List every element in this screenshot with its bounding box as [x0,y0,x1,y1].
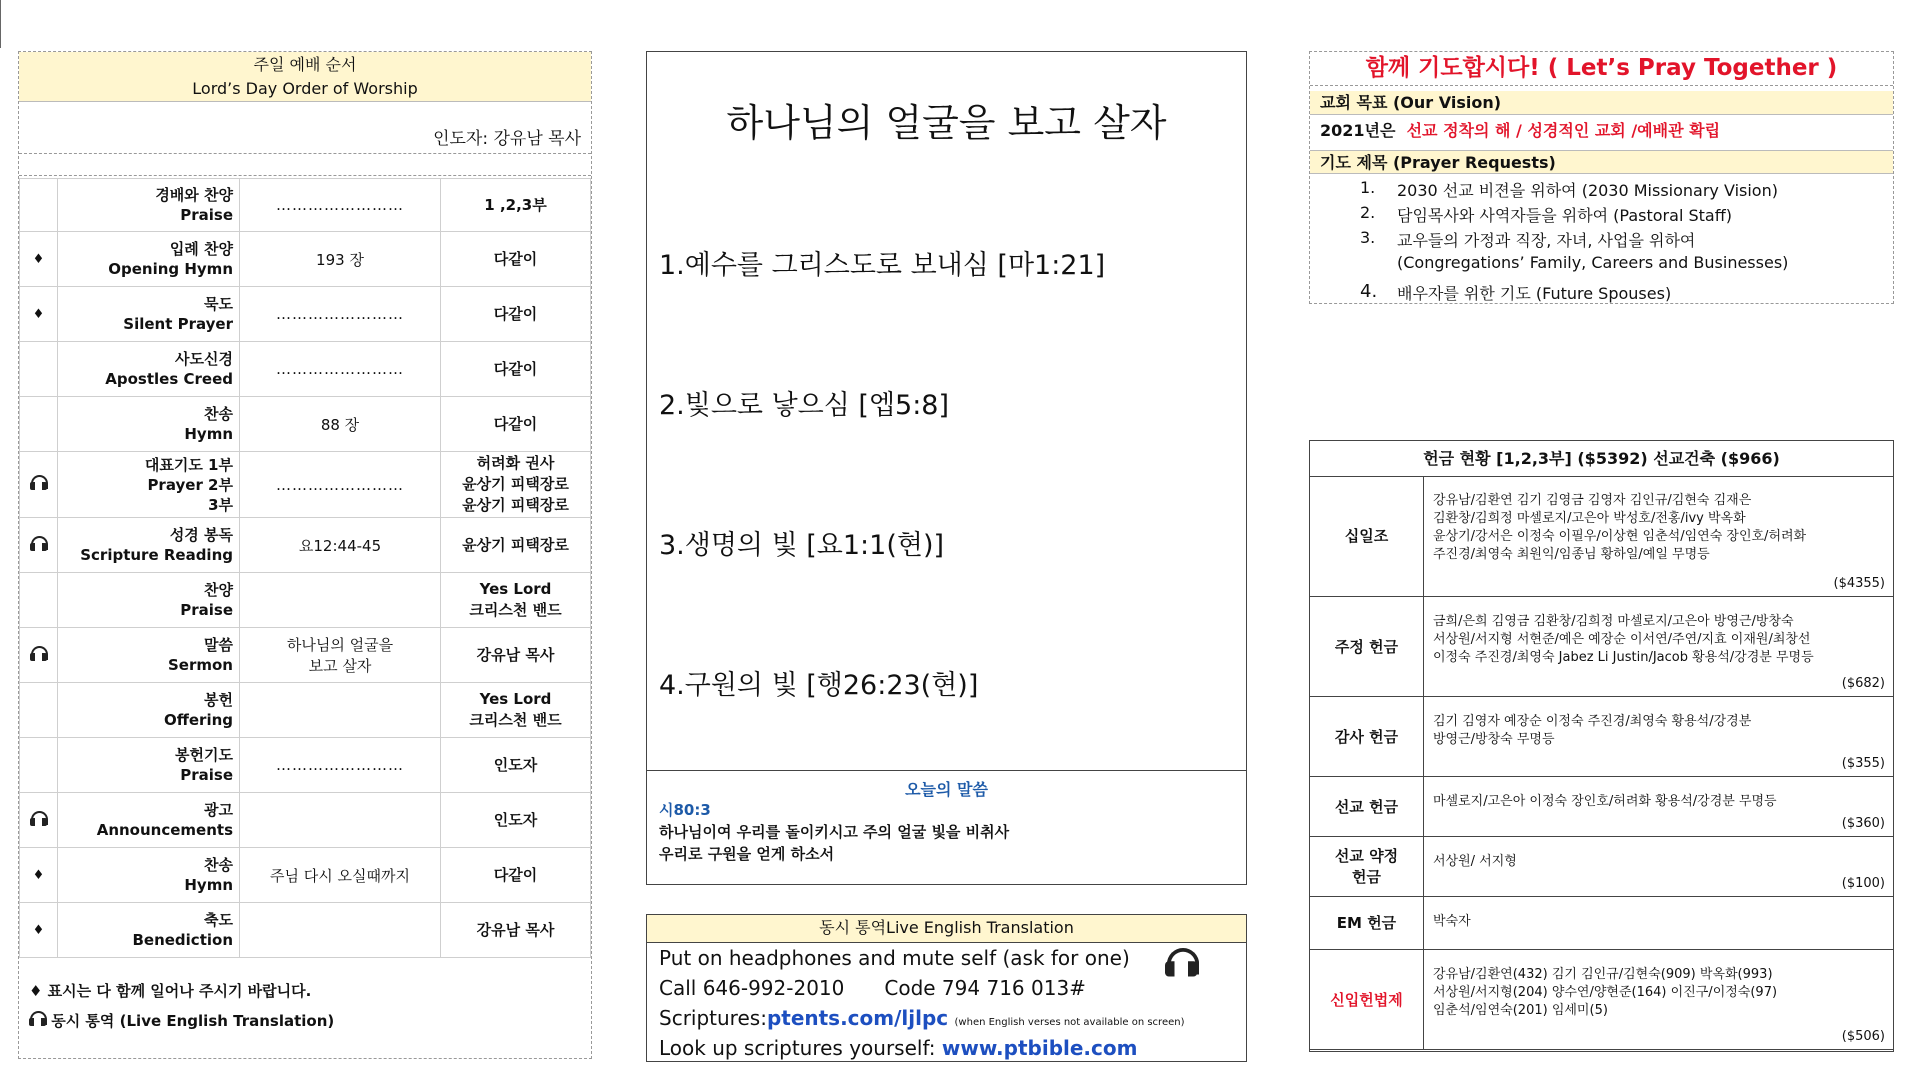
order-item-leader-line: 다같이 [493,249,538,268]
requests-label: 기도 제목 (Prayer Requests) [1310,150,1893,174]
order-item-name [58,287,240,342]
sermon-point-3: 3.생명의 빛 [요1:1(현)] [659,530,945,561]
vision-line [1320,118,1720,141]
offering-donor-line: 김기 김영자 예장순 이정숙 주진경/최영숙 황용석/강경분 [1433,713,1752,729]
offering-category-label: 선교 헌금 [1334,797,1399,816]
order-row [20,848,591,903]
order-item-detail [240,903,441,958]
offering-donor-line: 방영근/방창숙 무명등 [1433,731,1555,747]
offering-category [1310,836,1424,896]
stand-icon: ♦ [32,306,45,322]
order-item-detail [240,179,441,232]
scriptures-note: (when English verses not available on screen) [954,1017,1185,1028]
order-item-leader [441,793,591,848]
order-item-leader [441,683,591,738]
order-title-en: Lord’s Day Order of Worship [192,79,418,98]
order-item-detail-line: 193 장 [316,250,364,269]
order-item-detail [240,683,441,738]
order-item-name-line: Praise [180,766,233,784]
daily-word-line: 하나님이여 우리를 돌이키시고 주의 얼굴 빛을 비취사 [659,823,1010,841]
request-item: 2. 담임목사와 사역자들을 위하여 (Pastoral Staff) [1360,203,1732,225]
order-item-leader-line: 윤상기 피택장로 [462,496,569,514]
offering-category [1310,696,1424,776]
scriptures-label: Scriptures: [659,1006,767,1030]
order-item-name [58,793,240,848]
vision-label: 교회 목표 (Our Vision) [1310,91,1893,115]
offering-amount: ($682) [1841,675,1885,691]
order-item-leader-line: 크리스천 밴드 [469,601,562,619]
headphones-icon [30,811,47,826]
order-item-leader-line: 허려화 권사 [476,454,555,472]
order-item-name [58,573,240,628]
order-item-name-line: Offering [163,711,233,729]
order-item-name-line: Opening Hymn [108,260,233,278]
order-item-leader-line: 다같이 [493,304,538,323]
order-item-leader-line: 윤상기 피택장로 [462,475,569,493]
offering-row [1310,949,1893,1049]
order-item-leader-line: Yes Lord [479,580,552,598]
order-item-name-line: 찬양 [204,581,233,599]
order-item-leader [441,232,591,287]
offering-amount: ($355) [1841,755,1885,771]
translation-note [29,1010,334,1031]
order-item-leader [441,903,591,958]
order-item-name-line: 대표기도 1부 [144,455,233,474]
offering-amount: ($360) [1841,815,1885,831]
order-row [20,683,591,738]
order-item-name-line: Prayer 2부 [147,475,233,494]
offering-category [1310,776,1424,836]
order-row-icon-cell [20,518,58,573]
order-item-leader-line: 다같이 [493,865,538,884]
offering-donor-line: 박숙자 [1433,913,1471,929]
order-item-detail [240,232,441,287]
vision-items: 선교 정착의 해 / 성경적인 교회 /예배관 확립 [1406,121,1721,140]
order-item-name-line: Sermon [168,656,233,674]
stand-icon: ♦ [32,867,45,883]
order-item-leader-line: 크리스천 밴드 [469,711,562,729]
translation-instruction: Put on headphones and mute self (ask for one) [659,946,1130,970]
translation-title: 동시 통역Live English Translation [647,915,1246,943]
translation-note-text: 동시 통역 (Live English Translation) [51,1012,335,1030]
order-row-icon-cell [20,397,58,452]
lookup-line [659,1036,1137,1060]
order-item-detail-line: …………………… [276,360,404,378]
order-item-detail-line: …………………… [276,475,404,494]
order-item-leader [441,342,591,397]
order-item-leader-line: 다같이 [493,414,538,433]
order-item-detail-line: 요12:44-45 [298,536,382,555]
order-item-leader [441,518,591,573]
order-item-name-line: 봉헌 [204,691,233,709]
headphones-icon [30,646,47,661]
order-item-leader [441,738,591,793]
order-item-leader [441,452,591,518]
order-row-icon-cell [20,683,58,738]
offering-category-label: 주정 헌금 [1334,637,1399,656]
order-item-detail [240,628,441,683]
sermon-panel [646,51,1247,885]
order-item-leader-line: 1 ,2,3부 [484,195,547,214]
order-item-name [58,452,240,518]
order-item-name-line: 찬송 [204,405,233,423]
order-item-name [58,179,240,232]
offering-category [1310,596,1424,696]
order-item-detail [240,397,441,452]
order-item-name-line: Hymn [184,425,233,443]
order-item-detail [240,793,441,848]
order-item-name-line: 사도신경 [175,350,233,368]
order-row [20,287,591,342]
order-item-name [58,518,240,573]
offering-donor-line: 서상원/서지형 서현준/예은 예장순 이서연/주연/지효 이재원/최창선 [1433,631,1811,647]
headphones-icon [29,1011,46,1026]
order-item-leader-line: 다같이 [493,359,538,378]
order-item-detail-line: …………………… [276,196,404,214]
daily-word-box [647,770,1246,885]
order-item-detail-line: …………………… [276,305,404,323]
order-row-icon-cell [20,342,58,397]
order-item-name-line: Scripture Reading [80,546,233,564]
scriptures-line [659,1006,1185,1030]
offering-donors [1424,896,1894,949]
sermon-title: 하나님의 얼굴을 보고 살자 [726,101,1167,145]
request-item: 1. 2030 선교 비젼을 위하여 (2030 Missionary Vision) [1360,178,1778,200]
order-item-leader [441,287,591,342]
order-table [19,178,591,958]
stand-icon: ♦ [32,922,45,938]
offering-donors [1424,596,1894,696]
headphones-icon [30,475,47,490]
order-item-detail [240,342,441,397]
stand-icon: ♦ [32,251,45,267]
order-row-icon-cell [20,232,58,287]
order-row-icon-cell [20,287,58,342]
divider [19,175,591,176]
translation-panel [646,914,1247,1062]
order-item-detail-line: …………………… [276,756,404,774]
order-item-name-line: 입례 찬양 [169,240,233,258]
order-row [20,232,591,287]
headphones-icon [30,536,47,551]
order-row [20,342,591,397]
order-item-name [58,903,240,958]
daily-word-title: 오늘의 말씀 [905,780,988,799]
offering-donors [1424,776,1894,836]
order-item-leader-line: Yes Lord [479,690,552,708]
order-row [20,738,591,793]
offering-category [1310,896,1424,949]
order-row-icon-cell [20,452,58,518]
order-item-name-line: 봉헌기도 [175,746,233,764]
offering-donors [1424,696,1894,776]
headphones-icon [1165,948,1197,984]
order-row [20,903,591,958]
order-header [19,52,591,102]
stand-note: ♦ 표시는 다 함께 일어나 주시기 바랍니다. [29,982,312,1000]
offering-donor-line: 윤상기/강서은 이정숙 이필우/이상현 임춘석/임연숙 장인호/허려화 [1433,529,1807,544]
offering-donor-line: 강유남/김환연(432) 김기 김인규/김현숙(909) 박옥화(993) [1433,966,1773,982]
sermon-point-2: 2.빛으로 낳으심 [엡5:8] [659,390,950,421]
offering-donors [1424,476,1894,596]
offering-row [1310,776,1893,836]
order-row-icon-cell [20,179,58,232]
offering-category-label: 헌금 [1352,868,1381,886]
offering-category-label: 선교 약정 [1334,847,1399,865]
offering-donor-line: 김환창/김희정 마셀로지/고은아 박성호/전홍/ivy 박옥화 [1433,511,1746,526]
order-item-detail [240,573,441,628]
offering-row [1310,596,1893,696]
order-row-icon-cell [20,573,58,628]
prayer-title: 함께 기도합시다! ( Let’s Pray Together ) [1310,52,1893,86]
offering-row [1310,476,1893,596]
order-row [20,179,591,232]
order-item-name-line: Hymn [184,876,233,894]
offering-amount: ($4355) [1833,575,1885,591]
order-item-name [58,683,240,738]
order-item-leader-line: 인도자 [493,810,538,829]
offering-donor-line: 강유남/김환연 김기 김영금 김영자 김인규/김현숙 김재은 [1433,493,1752,508]
order-item-name-line: 경배와 찬양 [155,186,233,204]
order-item-name-line: 말씀 [204,636,233,654]
offering-amount: ($506) [1841,1028,1885,1044]
vision-year: 2021년은 [1320,121,1396,140]
prayer-panel [1309,51,1894,304]
request-item: 3. 교우들의 가정과 직장, 자녀, 사업을 위하여 (Congregations’ Family, Careers and Businesses) [1360,228,1789,272]
leader-label: 인도자: 강유남 목사 [433,129,581,149]
order-item-name-line: Praise [180,206,233,224]
order-item-leader-line: 강유남 목사 [476,645,555,664]
order-item-detail-line: 88 장 [320,415,360,434]
order-item-name [58,738,240,793]
order-item-leader-line: 윤상기 피택장로 [462,535,569,554]
order-item-detail-line: 보고 살자 [308,657,372,675]
order-item-leader [441,179,591,232]
order-item-name-line: Praise [180,601,233,619]
order-item-detail [240,738,441,793]
sermon-point-4: 4.구원의 빛 [행26:23(현)] [659,670,979,701]
order-item-name-line: 3부 [208,495,233,514]
offering-category-label: EM 헌금 [1336,914,1397,932]
offering-donor-line: 주진경/최영숙 최원익/임종님 황하일/예일 무명등 [1433,547,1710,562]
order-item-name [58,232,240,287]
offering-category-label: 신입헌법제 [1330,990,1403,1009]
lookup-link[interactable]: www.ptbible.com [941,1036,1138,1060]
order-item-name-line: 축도 [204,911,233,929]
offering-category [1310,476,1424,596]
offering-category-label: 감사 헌금 [1334,727,1399,746]
order-item-name-line: 성경 봉독 [169,526,233,544]
request-item: 4. 배우자를 위한 기도 (Future Spouses) [1360,281,1672,303]
order-item-leader-line: 인도자 [493,755,538,774]
divider [19,153,591,154]
order-row [20,518,591,573]
call-code: Code 794 716 013# [884,976,1086,1000]
order-row [20,452,591,518]
offering-donors [1424,949,1894,1049]
offering-donor-line: 서상원/ 서지형 [1433,853,1517,869]
offering-amount: ($100) [1841,875,1885,891]
offering-donor-line: 임춘석/임연숙(201) 임세미(5) [1433,1002,1608,1018]
order-of-worship-panel [18,51,592,1059]
offering-donors [1424,836,1894,896]
order-item-detail [240,848,441,903]
sermon-point-1: 1.예수를 그리스도로 보내심 [마1:21] [659,250,1106,281]
order-row [20,628,591,683]
offering-table [1310,476,1893,1050]
order-item-leader [441,848,591,903]
corner-line [0,0,1,48]
order-row-icon-cell [20,903,58,958]
order-item-detail [240,452,441,518]
order-row [20,573,591,628]
order-item-name [58,848,240,903]
order-item-name-line: Apostles Creed [105,370,233,388]
lookup-label: Look up scriptures yourself: [659,1036,936,1060]
order-item-name-line: Benediction [132,931,233,949]
order-item-detail [240,518,441,573]
offering-row [1310,696,1893,776]
order-item-name-line: 찬송 [204,856,233,874]
order-item-leader-line: 강유남 목사 [476,920,555,939]
order-item-name [58,628,240,683]
order-item-name-line: 광고 [204,801,233,819]
order-item-detail-line: 하나님의 얼굴을 [286,636,394,654]
order-item-leader [441,628,591,683]
order-item-name-line: Announcements [96,821,233,839]
offering-donor-line: 마셀로지/고은아 이정숙 장인호/허려화 황용석/강경분 무명등 [1433,793,1777,809]
offering-row [1310,896,1893,949]
order-item-name-line: Silent Prayer [123,315,233,333]
offering-header: 헌금 현황 [1,2,3부] ($5392) 선교건축 ($966) [1310,441,1893,477]
order-item-leader [441,397,591,452]
order-item-name-line: 묵도 [204,295,233,313]
offering-category-label: 십일조 [1344,527,1389,546]
offering-donor-line: 이정숙 주진경/최영숙 Jabez Li Justin/Jacob 황용석/강경분 무명등 [1433,649,1814,665]
order-item-detail-line: 주님 다시 오실때까지 [270,866,410,885]
daily-word-line: 우리로 구원을 얻게 하소서 [659,845,835,863]
offering-category [1310,949,1424,1049]
offering-row [1310,836,1893,896]
order-item-name [58,342,240,397]
offering-panel [1309,440,1894,1052]
scriptures-link[interactable]: ptents.com/ljlpc [766,1006,949,1030]
order-row-icon-cell [20,793,58,848]
call-line [659,976,1086,1000]
order-row-icon-cell [20,738,58,793]
order-row-icon-cell [20,628,58,683]
call-number: Call 646-992-2010 [659,976,845,1000]
offering-donor-line: 금희/은희 김영금 김환창/김희정 마셀로지/고은아 방영근/방창숙 [1433,613,1794,629]
order-row-icon-cell [20,848,58,903]
order-row [20,397,591,452]
offering-donor-line: 서상원/서지형(204) 양수연/양현준(164) 이진구/이정숙(97) [1433,984,1778,1000]
order-item-name [58,397,240,452]
order-item-detail [240,287,441,342]
order-row [20,793,591,848]
order-item-leader [441,573,591,628]
order-title-ko: 주일 예배 순서 [253,55,357,74]
daily-word-ref: 시80:3 [659,801,711,819]
